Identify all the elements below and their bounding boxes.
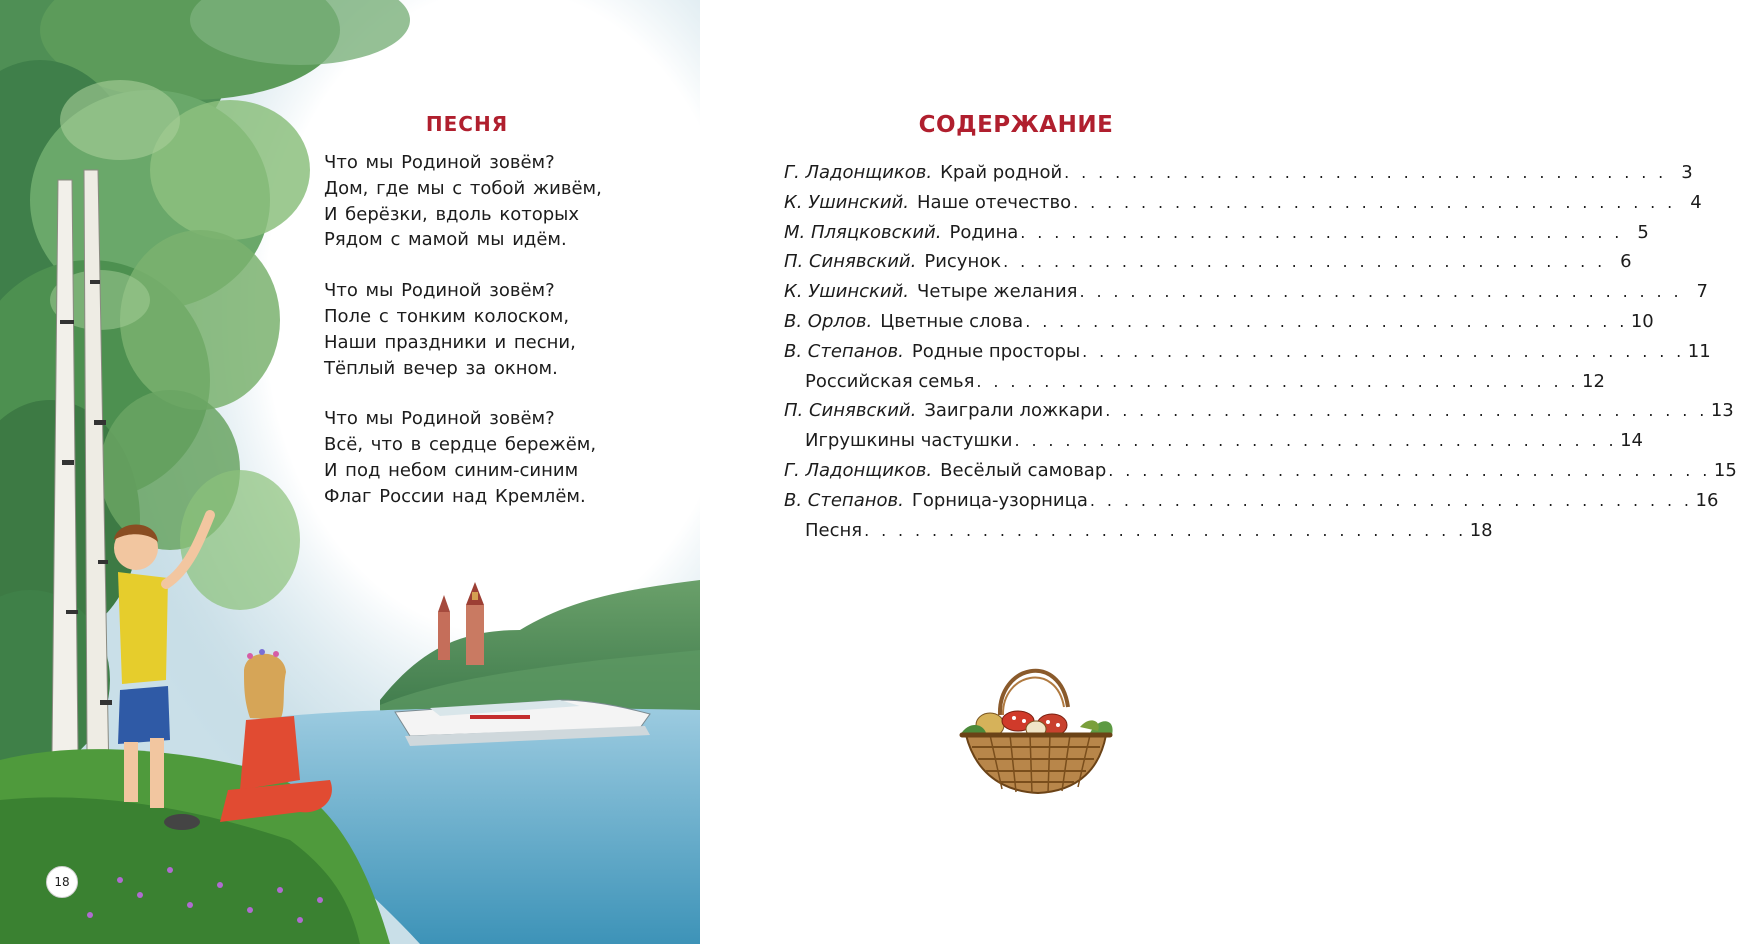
- toc-entry[interactable]: [784, 430, 1643, 460]
- toc-author: Г. Ладонщиков.: [784, 162, 933, 183]
- toc-author: В. Степанов.: [784, 489, 904, 511]
- toc-page-number: 7: [1696, 281, 1708, 303]
- toc-author: М. Пляцковский.: [784, 221, 942, 243]
- toc-page-number: 6: [1620, 251, 1632, 273]
- toc-entry[interactable]: [784, 221, 1649, 252]
- toc-entry[interactable]: [784, 459, 1737, 490]
- poem-line: Всё, что в сердце бережём,: [324, 434, 597, 456]
- toc-page-number: 15: [1713, 459, 1737, 481]
- toc-leader-dots: . . . . . . . . . . . . . . . . . . . . . . . . . . . . . . . . . . . .: [976, 371, 1579, 391]
- toc-entry[interactable]: [784, 489, 1719, 520]
- toc-leader-dots: . . . . . . . . . . . . . . . . . . . . . . . . . . . . . . . . . . . .: [1064, 163, 1667, 182]
- toc-leader-dots: . . . . . . . . . . . . . . . . . . . . . . . . . . . . . . . . . . . .: [1079, 282, 1682, 302]
- toc-leader-dots: . . . . . . . . . . . . . . . . . . . . . . . . . . . . . . . . . . . .: [1025, 311, 1628, 331]
- poem-line: Поле с тонким колоском,: [324, 305, 570, 327]
- toc-title: СОДЕРЖАНИЕ: [918, 112, 1114, 138]
- poem-line: Флаг России над Кремлём.: [324, 485, 586, 507]
- toc-item-title: Родные просторы: [911, 340, 1081, 362]
- table-of-contents: [784, 162, 1737, 549]
- toc-page-number: 12: [1582, 370, 1605, 392]
- toc-page-number: 11: [1687, 340, 1711, 362]
- toc-leader-dots: . . . . . . . . . . . . . . . . . . . . . . . . . . . . . . . . . . . .: [1105, 401, 1708, 421]
- right-page: [700, 0, 1737, 944]
- toc-item-title: Песня: [805, 519, 863, 541]
- poem-line: Дом, где мы с тобой живём,: [324, 177, 602, 199]
- toc-entry[interactable]: [784, 400, 1734, 430]
- toc-item-title: Игрушкины частушки: [805, 430, 1013, 452]
- toc-item-title: Родина: [949, 221, 1019, 243]
- toc-leader-dots: . . . . . . . . . . . . . . . . . . . . . . . . . . . . . . . . . . . .: [1073, 192, 1676, 212]
- toc-item-title: Весёлый самовар: [940, 459, 1107, 481]
- toc-page-number: 14: [1620, 430, 1643, 452]
- toc-author: П. Синявский.: [784, 251, 917, 273]
- poem-line: И берёзки, вдоль которых: [324, 203, 580, 225]
- toc-page-number: 13: [1710, 400, 1734, 422]
- toc-entry[interactable]: [784, 519, 1493, 550]
- toc-item-title: Четыре желания: [917, 281, 1078, 303]
- toc-author: В. Орлов.: [784, 310, 873, 332]
- left-page: [0, 0, 700, 944]
- toc-leader-dots: . . . . . . . . . . . . . . . . . . . . . . . . . . . . . . . . . . . .: [864, 520, 1467, 540]
- toc-item-title: Наше отечество: [917, 191, 1072, 213]
- stanza: [324, 278, 644, 381]
- poem-title: ПЕСНЯ: [425, 112, 509, 136]
- stanza: [324, 150, 644, 253]
- basket-with-mushrooms-icon: [940, 655, 1130, 800]
- toc-entry[interactable]: [784, 251, 1632, 281]
- toc-author: К. Ушинский.: [784, 191, 910, 213]
- toc-author: П. Синявский.: [784, 400, 917, 422]
- toc-leader-dots: . . . . . . . . . . . . . . . . . . . . . . . . . . . . . . . . . . . .: [1003, 252, 1606, 272]
- toc-entry[interactable]: [784, 310, 1654, 341]
- poem-line: Что мы Родиной зовём?: [324, 152, 555, 173]
- page-number: 18: [46, 866, 78, 898]
- toc-item-title: Горница-узорница: [911, 489, 1088, 511]
- poem-line: Что мы Родиной зовём?: [324, 408, 555, 430]
- toc-entry[interactable]: [784, 162, 1693, 192]
- toc-entry[interactable]: [784, 191, 1702, 222]
- poem: [324, 150, 644, 535]
- poem-line: И под небом синим-синим: [324, 459, 579, 481]
- toc-page-number: 16: [1695, 489, 1719, 511]
- toc-leader-dots: . . . . . . . . . . . . . . . . . . . . . . . . . . . . . . . . . . . .: [1108, 460, 1711, 480]
- toc-entry[interactable]: [784, 370, 1605, 401]
- toc-entry[interactable]: [784, 340, 1711, 371]
- toc-author: К. Ушинский.: [784, 281, 910, 303]
- toc-item-title: Заиграли ложкари: [924, 400, 1104, 422]
- toc-author: В. Степанов.: [784, 340, 904, 362]
- toc-leader-dots: . . . . . . . . . . . . . . . . . . . . . . . . . . . . . . . . . . . .: [1082, 341, 1685, 361]
- stanza: [324, 406, 644, 509]
- toc-item-title: Рисунок: [924, 251, 1002, 273]
- toc-entry[interactable]: [784, 281, 1708, 311]
- toc-item-title: Российская семья: [805, 370, 975, 392]
- toc-leader-dots: . . . . . . . . . . . . . . . . . . . . . . . . . . . . . . . . . . . .: [1020, 222, 1623, 242]
- toc-page-number: 18: [1469, 519, 1493, 541]
- toc-item-title: Край родной: [940, 162, 1063, 183]
- toc-author: Г. Ладонщиков.: [784, 459, 933, 481]
- toc-page-number: 4: [1690, 191, 1702, 213]
- toc-page-number: 3: [1681, 162, 1693, 183]
- poem-line: Рядом с мамой мы идём.: [324, 229, 567, 251]
- toc-page-number: 10: [1630, 310, 1654, 332]
- toc-item-title: Цветные слова: [880, 310, 1024, 332]
- poem-line: Что мы Родиной зовём?: [324, 280, 555, 302]
- toc-page-number: 5: [1637, 221, 1649, 243]
- poem-line: Наши праздники и песни,: [324, 331, 576, 353]
- poem-line: Тёплый вечер за окном.: [324, 357, 558, 379]
- toc-leader-dots: . . . . . . . . . . . . . . . . . . . . . . . . . . . . . . . . . . . .: [1089, 490, 1693, 510]
- toc-leader-dots: . . . . . . . . . . . . . . . . . . . . . . . . . . . . . . . . . . . .: [1014, 431, 1617, 451]
